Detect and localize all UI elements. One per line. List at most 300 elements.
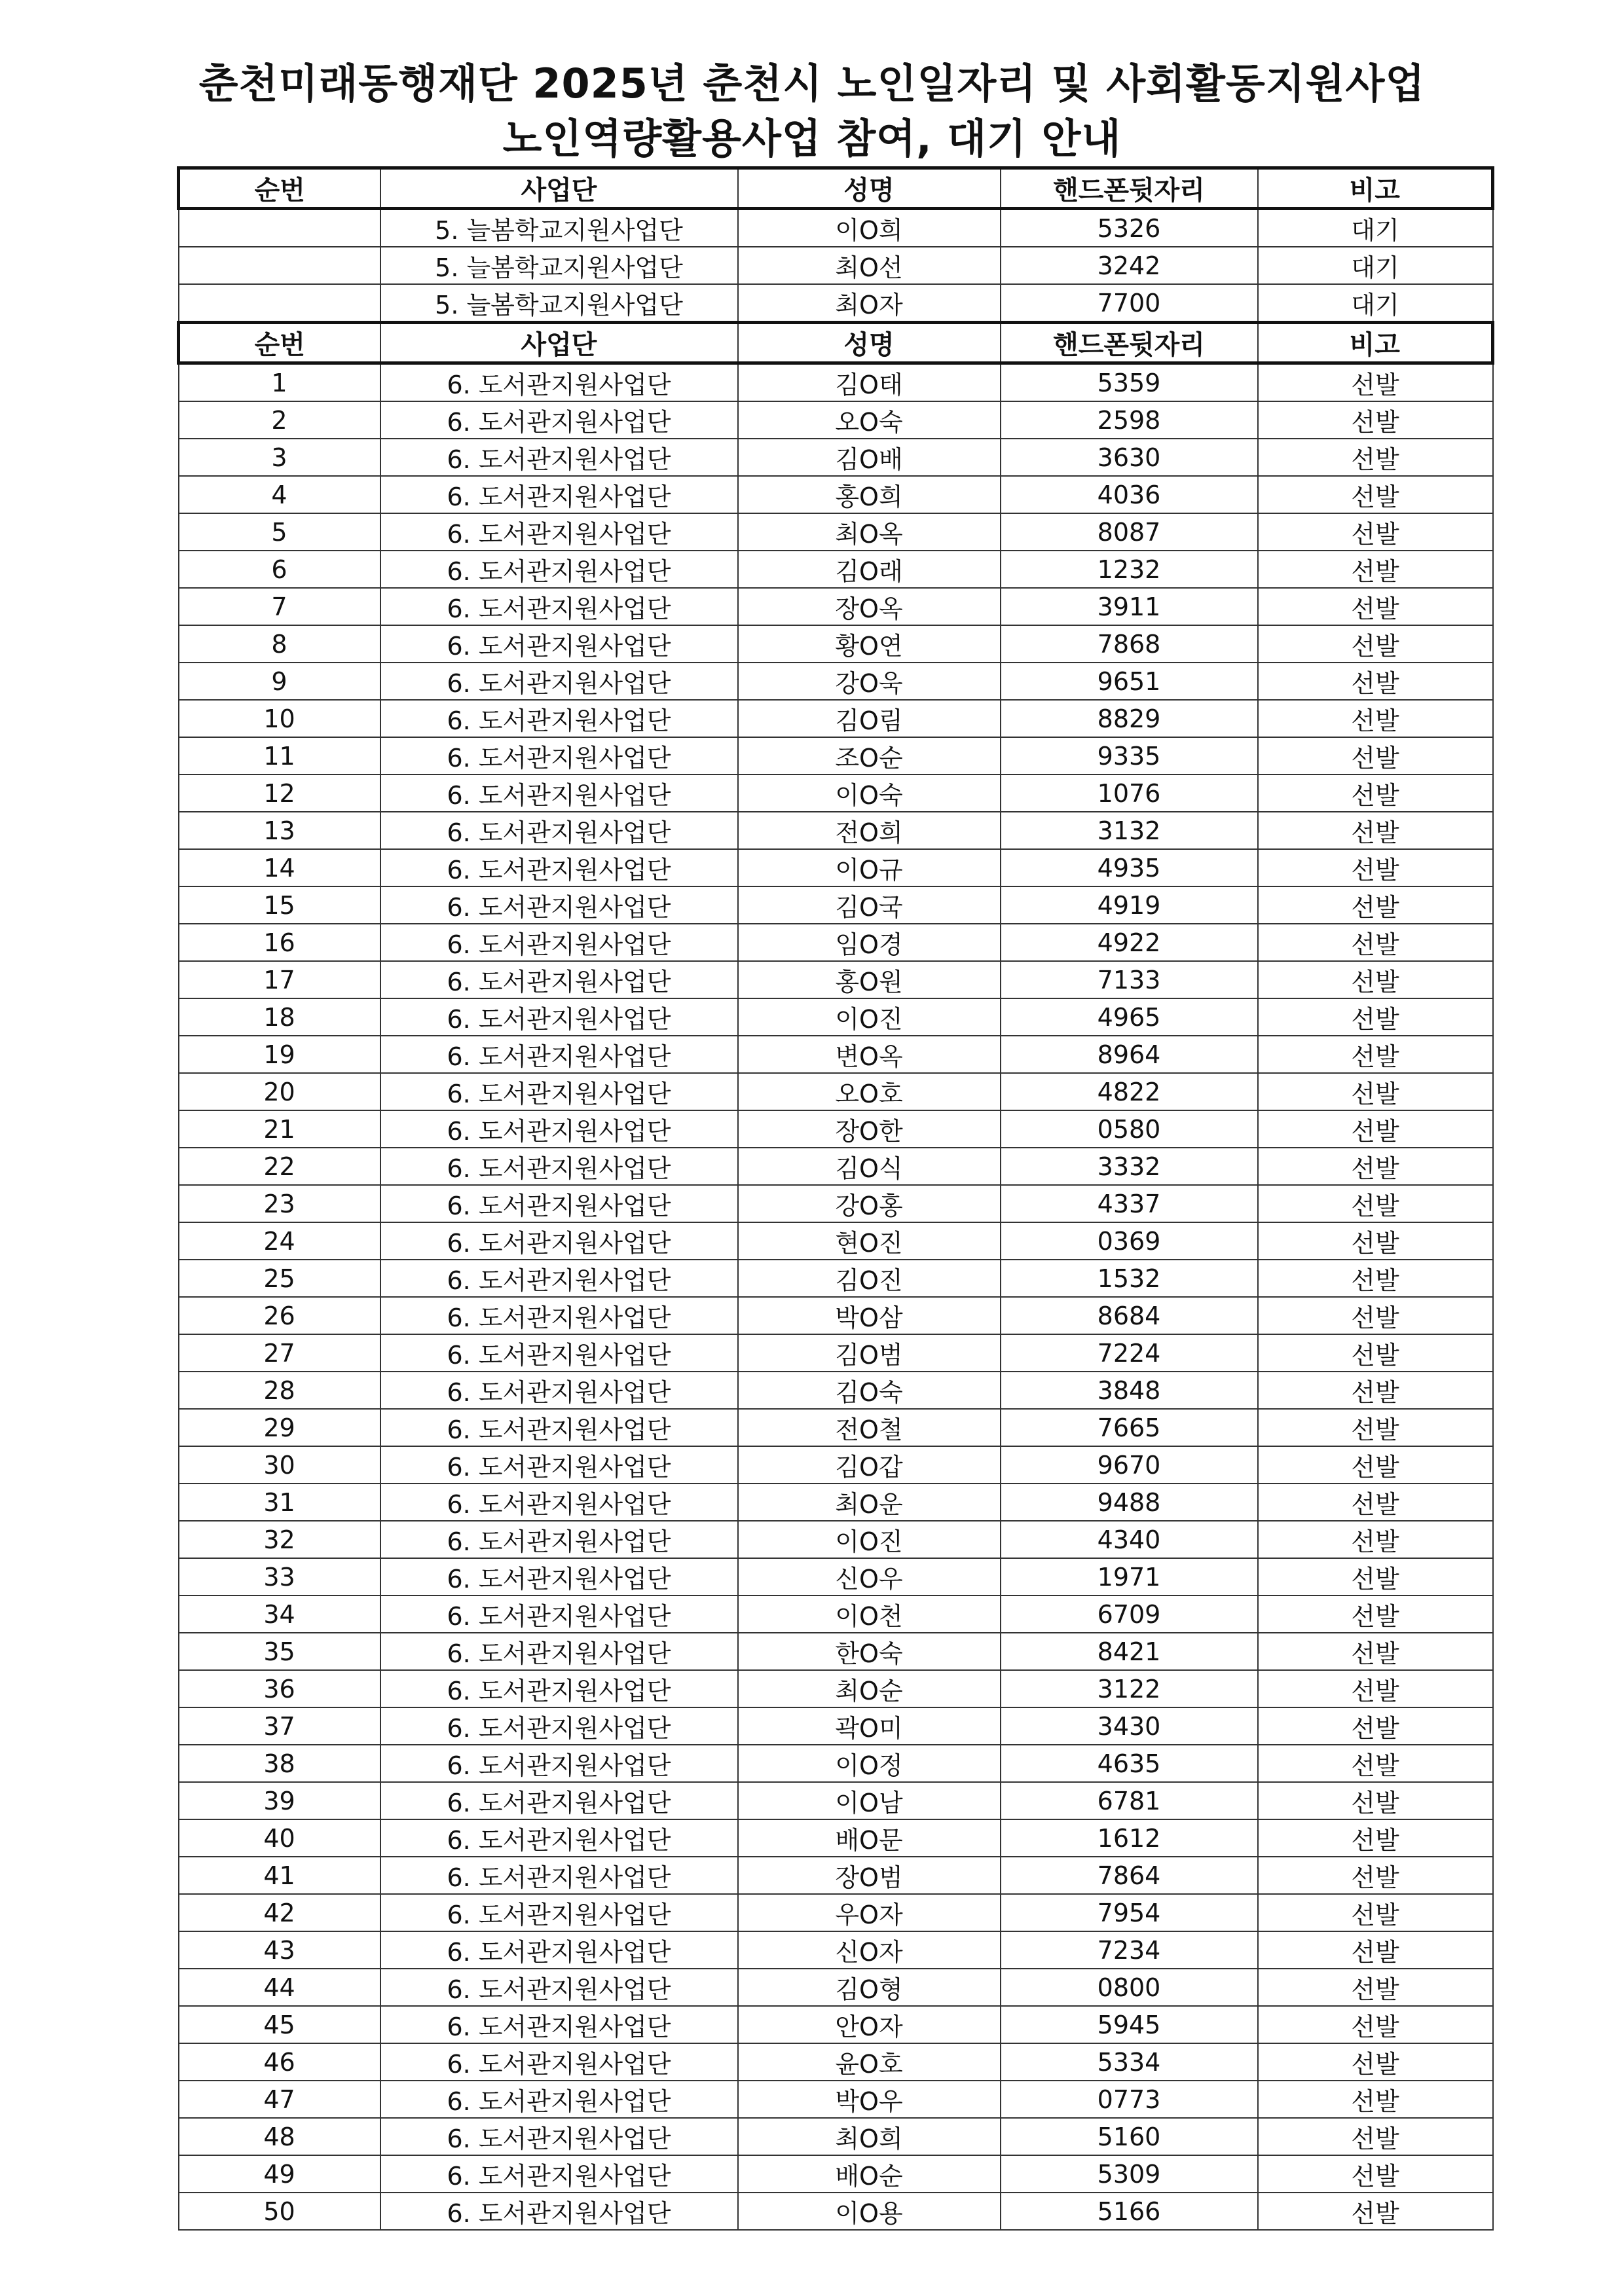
col-note-cell: 대기: [1258, 247, 1493, 284]
col-name-cell: 김O국: [738, 886, 1001, 924]
col-phone-cell: 3122: [1001, 1670, 1258, 1707]
col-name-cell: 한O숙: [738, 1633, 1001, 1670]
col-no-cell: 46: [179, 2043, 380, 2081]
col-phone-cell: 7864: [1001, 1857, 1258, 1894]
col-unit-cell: 6. 도서관지원사업단: [380, 1931, 738, 1969]
col-note-cell: 선발: [1258, 961, 1493, 998]
col-name-cell: 이O천: [738, 1595, 1001, 1633]
col-unit-cell: 6. 도서관지원사업단: [380, 1110, 738, 1148]
col-name-cell: 박O삼: [738, 1297, 1001, 1334]
col-unit-cell: 6. 도서관지원사업단: [380, 812, 738, 849]
col-name-cell: 배O순: [738, 2155, 1001, 2193]
col-no-cell: 7: [179, 588, 380, 625]
document-subtitle: 노인역량활용사업 참여, 대기 안내: [502, 115, 1122, 162]
col-no-cell: [179, 209, 380, 247]
col-no-cell: 5: [179, 513, 380, 551]
table-row: [179, 1819, 1493, 1857]
col-name-cell: 윤O호: [738, 2043, 1001, 2081]
col-no-cell: 20: [179, 1073, 380, 1110]
col-no-cell: 39: [179, 1782, 380, 1819]
col-phone-cell: 4965: [1001, 998, 1258, 1036]
col-name-cell: 이O숙: [738, 774, 1001, 812]
col-note-cell: 선발: [1258, 1297, 1493, 1334]
table-row: [179, 1707, 1493, 1745]
table-row: [179, 401, 1493, 439]
col-name-cell: 우O자: [738, 1894, 1001, 1931]
col-note-cell: 선발: [1258, 2193, 1493, 2230]
col-name-cell: 조O순: [738, 737, 1001, 774]
col-note-cell: 선발: [1258, 849, 1493, 886]
col-note-cell: 선발: [1258, 1521, 1493, 1558]
col-no-cell: 34: [179, 1595, 380, 1633]
col-no-cell: 37: [179, 1707, 380, 1745]
col-note-cell: 선발: [1258, 1558, 1493, 1595]
table-row: [179, 439, 1493, 476]
document-title: 춘천미래동행재단 2025년 춘천시 노인일자리 및 사회활동지원사업: [198, 60, 1426, 107]
col-name-cell: 배O문: [738, 1819, 1001, 1857]
col-note-cell: 선발: [1258, 1222, 1493, 1260]
col-note-cell: 선발: [1258, 1633, 1493, 1670]
col-phone-cell: 5334: [1001, 2043, 1258, 2081]
col-phone-cell: 8684: [1001, 1297, 1258, 1334]
table-row: [179, 1633, 1493, 1670]
table-row: [179, 961, 1493, 998]
header-col-note: 비고: [1258, 168, 1493, 209]
col-phone-cell: 7868: [1001, 625, 1258, 663]
col-name-cell: 곽O미: [738, 1707, 1001, 1745]
col-unit-cell: 6. 도서관지원사업단: [380, 1894, 738, 1931]
col-note-cell: 선발: [1258, 1857, 1493, 1894]
col-name-cell: 변O옥: [738, 1036, 1001, 1073]
col-name-cell: 신O자: [738, 1931, 1001, 1969]
col-name-cell: 김O갑: [738, 1446, 1001, 1484]
table-row: [179, 1521, 1493, 1558]
col-phone-cell: 4340: [1001, 1521, 1258, 1558]
col-unit-cell: 6. 도서관지원사업단: [380, 551, 738, 588]
col-no-cell: 13: [179, 812, 380, 849]
col-no-cell: 16: [179, 924, 380, 961]
col-note-cell: 선발: [1258, 812, 1493, 849]
col-name-cell: 강O홍: [738, 1185, 1001, 1222]
col-unit-cell: 6. 도서관지원사업단: [380, 663, 738, 700]
col-no-cell: 26: [179, 1297, 380, 1334]
col-unit-cell: 6. 도서관지원사업단: [380, 588, 738, 625]
col-no-cell: 24: [179, 1222, 380, 1260]
col-unit-cell: 6. 도서관지원사업단: [380, 1819, 738, 1857]
col-no-cell: 8: [179, 625, 380, 663]
col-phone-cell: 7954: [1001, 1894, 1258, 1931]
col-name-cell: 김O태: [738, 363, 1001, 402]
col-phone-cell: 1612: [1001, 1819, 1258, 1857]
col-name-cell: 안O자: [738, 2006, 1001, 2043]
col-phone-cell: 8964: [1001, 1036, 1258, 1073]
col-note-cell: 선발: [1258, 1148, 1493, 1185]
col-note-cell: 선발: [1258, 1670, 1493, 1707]
table-row: [179, 476, 1493, 513]
col-unit-cell: 6. 도서관지원사업단: [380, 1446, 738, 1484]
col-name-cell: 황O연: [738, 625, 1001, 663]
col-name-cell: 이O진: [738, 998, 1001, 1036]
col-no-cell: 44: [179, 1969, 380, 2006]
col-phone-cell: 1076: [1001, 774, 1258, 812]
col-note-cell: 선발: [1258, 2081, 1493, 2118]
col-note-cell: 선발: [1258, 1484, 1493, 1521]
col-name-cell: 이O진: [738, 1521, 1001, 1558]
col-no-cell: 31: [179, 1484, 380, 1521]
col-phone-cell: 4922: [1001, 924, 1258, 961]
col-unit-cell: 6. 도서관지원사업단: [380, 849, 738, 886]
col-name-cell: 임O경: [738, 924, 1001, 961]
col-unit-cell: 6. 도서관지원사업단: [380, 1521, 738, 1558]
col-note-cell: 선발: [1258, 1334, 1493, 1372]
table-row: [179, 1484, 1493, 1521]
col-note-cell: 선발: [1258, 2006, 1493, 2043]
col-name-cell: 최O자: [738, 284, 1001, 323]
col-name-cell: 장O옥: [738, 588, 1001, 625]
col-phone-cell: 3332: [1001, 1148, 1258, 1185]
col-unit-cell: 6. 도서관지원사업단: [380, 1558, 738, 1595]
table-row: [179, 1931, 1493, 1969]
col-unit-cell: 6. 도서관지원사업단: [380, 1372, 738, 1409]
table-row: [179, 1222, 1493, 1260]
table-row: [179, 700, 1493, 737]
col-name-cell: 홍O원: [738, 961, 1001, 998]
col-note-cell: 선발: [1258, 1894, 1493, 1931]
col-note-cell: 선발: [1258, 439, 1493, 476]
col-name-cell: 이O용: [738, 2193, 1001, 2230]
col-phone-cell: 4935: [1001, 849, 1258, 886]
header-col-unit: 사업단: [380, 323, 738, 363]
col-phone-cell: 5309: [1001, 2155, 1258, 2193]
col-unit-cell: 6. 도서관지원사업단: [380, 1857, 738, 1894]
col-no-cell: 9: [179, 663, 380, 700]
col-name-cell: 김O식: [738, 1148, 1001, 1185]
col-note-cell: 선발: [1258, 1260, 1493, 1297]
table-row: [179, 625, 1493, 663]
col-name-cell: 전O철: [738, 1409, 1001, 1446]
col-phone-cell: 9651: [1001, 663, 1258, 700]
col-phone-cell: 4635: [1001, 1745, 1258, 1782]
col-phone-cell: 0369: [1001, 1222, 1258, 1260]
col-unit-cell: 6. 도서관지원사업단: [380, 1707, 738, 1745]
col-phone-cell: 7224: [1001, 1334, 1258, 1372]
table-row: [179, 849, 1493, 886]
col-note-cell: 선발: [1258, 1745, 1493, 1782]
col-unit-cell: 6. 도서관지원사업단: [380, 1745, 738, 1782]
col-note-cell: 선발: [1258, 2043, 1493, 2081]
col-note-cell: 선발: [1258, 513, 1493, 551]
col-no-cell: 21: [179, 1110, 380, 1148]
col-note-cell: 선발: [1258, 1819, 1493, 1857]
col-no-cell: 10: [179, 700, 380, 737]
table-row: [179, 1782, 1493, 1819]
col-name-cell: 이O규: [738, 849, 1001, 886]
participants-table: [177, 166, 1494, 2231]
table-row: [179, 1446, 1493, 1484]
col-unit-cell: 6. 도서관지원사업단: [380, 1782, 738, 1819]
col-name-cell: 김O배: [738, 439, 1001, 476]
table-row: [179, 2118, 1493, 2155]
col-phone-cell: 5945: [1001, 2006, 1258, 2043]
table-row: [179, 998, 1493, 1036]
col-note-cell: 선발: [1258, 700, 1493, 737]
col-unit-cell: 6. 도서관지원사업단: [380, 1222, 738, 1260]
table-row: [179, 209, 1493, 247]
col-note-cell: 선발: [1258, 476, 1493, 513]
col-no-cell: 2: [179, 401, 380, 439]
header-col-note: 비고: [1258, 323, 1493, 363]
col-name-cell: 이O정: [738, 1745, 1001, 1782]
col-no-cell: 30: [179, 1446, 380, 1484]
col-phone-cell: 9488: [1001, 1484, 1258, 1521]
col-name-cell: 장O한: [738, 1110, 1001, 1148]
col-unit-cell: 6. 도서관지원사업단: [380, 1409, 738, 1446]
col-unit-cell: 6. 도서관지원사업단: [380, 998, 738, 1036]
col-no-cell: 50: [179, 2193, 380, 2230]
col-note-cell: 선발: [1258, 588, 1493, 625]
col-name-cell: 최O옥: [738, 513, 1001, 551]
col-note-cell: 선발: [1258, 551, 1493, 588]
col-phone-cell: 8829: [1001, 700, 1258, 737]
col-unit-cell: 6. 도서관지원사업단: [380, 1334, 738, 1372]
col-name-cell: 장O범: [738, 1857, 1001, 1894]
col-phone-cell: 6709: [1001, 1595, 1258, 1633]
col-no-cell: 35: [179, 1633, 380, 1670]
col-note-cell: 선발: [1258, 1707, 1493, 1745]
col-phone-cell: 7700: [1001, 284, 1258, 323]
table-row: [179, 1260, 1493, 1297]
col-unit-cell: 6. 도서관지원사업단: [380, 363, 738, 402]
col-unit-cell: 5. 늘봄학교지원사업단: [380, 247, 738, 284]
col-unit-cell: 6. 도서관지원사업단: [380, 2081, 738, 2118]
table-row: [179, 2193, 1493, 2230]
col-phone-cell: 1532: [1001, 1260, 1258, 1297]
col-note-cell: 선발: [1258, 1409, 1493, 1446]
col-unit-cell: 6. 도서관지원사업단: [380, 961, 738, 998]
col-note-cell: 선발: [1258, 924, 1493, 961]
col-phone-cell: 9335: [1001, 737, 1258, 774]
col-phone-cell: 4337: [1001, 1185, 1258, 1222]
col-unit-cell: 6. 도서관지원사업단: [380, 401, 738, 439]
col-note-cell: 선발: [1258, 2155, 1493, 2193]
col-no-cell: 27: [179, 1334, 380, 1372]
col-name-cell: 홍O희: [738, 476, 1001, 513]
col-unit-cell: 6. 도서관지원사업단: [380, 2043, 738, 2081]
col-no-cell: 23: [179, 1185, 380, 1222]
col-phone-cell: 3911: [1001, 588, 1258, 625]
header-col-name: 성명: [738, 168, 1001, 209]
col-no-cell: 29: [179, 1409, 380, 1446]
col-no-cell: 17: [179, 961, 380, 998]
col-unit-cell: 6. 도서관지원사업단: [380, 774, 738, 812]
table-row: [179, 1110, 1493, 1148]
header-col-no: 순번: [179, 168, 380, 209]
col-no-cell: 19: [179, 1036, 380, 1073]
col-no-cell: 1: [179, 363, 380, 402]
col-phone-cell: 5160: [1001, 2118, 1258, 2155]
table-row: [179, 1969, 1493, 2006]
col-no-cell: 28: [179, 1372, 380, 1409]
col-unit-cell: 6. 도서관지원사업단: [380, 1185, 738, 1222]
table-row: [179, 2155, 1493, 2193]
col-note-cell: 선발: [1258, 401, 1493, 439]
col-unit-cell: 5. 늘봄학교지원사업단: [380, 209, 738, 247]
col-name-cell: 김O범: [738, 1334, 1001, 1372]
col-unit-cell: 6. 도서관지원사업단: [380, 2193, 738, 2230]
table-row: [179, 1148, 1493, 1185]
col-name-cell: 김O림: [738, 700, 1001, 737]
col-note-cell: 선발: [1258, 774, 1493, 812]
col-unit-cell: 6. 도서관지원사업단: [380, 886, 738, 924]
table-row: [179, 1670, 1493, 1707]
col-phone-cell: 1232: [1001, 551, 1258, 588]
col-note-cell: 선발: [1258, 737, 1493, 774]
col-no-cell: 47: [179, 2081, 380, 2118]
col-unit-cell: 6. 도서관지원사업단: [380, 1260, 738, 1297]
table-row: [179, 363, 1493, 402]
table-row: [179, 1185, 1493, 1222]
col-note-cell: 선발: [1258, 1036, 1493, 1073]
col-unit-cell: 6. 도서관지원사업단: [380, 476, 738, 513]
col-phone-cell: 3848: [1001, 1372, 1258, 1409]
table-row: [179, 1894, 1493, 1931]
col-unit-cell: 6. 도서관지원사업단: [380, 1148, 738, 1185]
table-header-row: [179, 323, 1493, 363]
table-row: [179, 2081, 1493, 2118]
col-name-cell: 김O진: [738, 1260, 1001, 1297]
col-phone-cell: 1971: [1001, 1558, 1258, 1595]
col-name-cell: 최O희: [738, 2118, 1001, 2155]
header-col-phone: 핸드폰뒷자리: [1001, 323, 1258, 363]
col-name-cell: 오O숙: [738, 401, 1001, 439]
col-unit-cell: 6. 도서관지원사업단: [380, 1036, 738, 1073]
col-no-cell: 48: [179, 2118, 380, 2155]
col-note-cell: 선발: [1258, 1446, 1493, 1484]
col-note-cell: 선발: [1258, 1595, 1493, 1633]
col-phone-cell: 2598: [1001, 401, 1258, 439]
col-phone-cell: 7665: [1001, 1409, 1258, 1446]
table-row: [179, 1334, 1493, 1372]
col-note-cell: 선발: [1258, 2118, 1493, 2155]
col-no-cell: 45: [179, 2006, 380, 2043]
col-no-cell: 11: [179, 737, 380, 774]
col-note-cell: 선발: [1258, 1931, 1493, 1969]
col-phone-cell: 0800: [1001, 1969, 1258, 2006]
col-unit-cell: 6. 도서관지원사업단: [380, 700, 738, 737]
col-unit-cell: 6. 도서관지원사업단: [380, 1484, 738, 1521]
col-unit-cell: 6. 도서관지원사업단: [380, 1969, 738, 2006]
col-note-cell: 선발: [1258, 663, 1493, 700]
table-row: [179, 1036, 1493, 1073]
table-row: [179, 886, 1493, 924]
col-name-cell: 김O형: [738, 1969, 1001, 2006]
table-row: [179, 1745, 1493, 1782]
col-name-cell: 김O숙: [738, 1372, 1001, 1409]
col-name-cell: 김O래: [738, 551, 1001, 588]
col-phone-cell: 6781: [1001, 1782, 1258, 1819]
header-col-no: 순번: [179, 323, 380, 363]
col-unit-cell: 6. 도서관지원사업단: [380, 439, 738, 476]
col-name-cell: 이O남: [738, 1782, 1001, 1819]
col-phone-cell: 9670: [1001, 1446, 1258, 1484]
col-phone-cell: 7234: [1001, 1931, 1258, 1969]
col-no-cell: 33: [179, 1558, 380, 1595]
col-phone-cell: 3630: [1001, 439, 1258, 476]
col-no-cell: 14: [179, 849, 380, 886]
table-row: [179, 774, 1493, 812]
col-no-cell: 6: [179, 551, 380, 588]
col-phone-cell: 5326: [1001, 209, 1258, 247]
table-row: [179, 663, 1493, 700]
col-name-cell: 신O우: [738, 1558, 1001, 1595]
col-unit-cell: 6. 도서관지원사업단: [380, 1670, 738, 1707]
header-col-name: 성명: [738, 323, 1001, 363]
col-name-cell: 최O선: [738, 247, 1001, 284]
col-no-cell: 36: [179, 1670, 380, 1707]
col-unit-cell: 6. 도서관지원사업단: [380, 1297, 738, 1334]
col-no-cell: 12: [179, 774, 380, 812]
col-unit-cell: 6. 도서관지원사업단: [380, 625, 738, 663]
col-phone-cell: 4919: [1001, 886, 1258, 924]
col-no-cell: 22: [179, 1148, 380, 1185]
table-row: [179, 588, 1493, 625]
col-name-cell: 강O욱: [738, 663, 1001, 700]
col-no-cell: 49: [179, 2155, 380, 2193]
col-phone-cell: 8087: [1001, 513, 1258, 551]
table-row: [179, 284, 1493, 323]
col-phone-cell: 3242: [1001, 247, 1258, 284]
col-no-cell: 42: [179, 1894, 380, 1931]
col-phone-cell: 5359: [1001, 363, 1258, 402]
col-no-cell: [179, 284, 380, 323]
col-phone-cell: 8421: [1001, 1633, 1258, 1670]
col-name-cell: 최O운: [738, 1484, 1001, 1521]
col-no-cell: 25: [179, 1260, 380, 1297]
table-row: [179, 247, 1493, 284]
table-row: [179, 513, 1493, 551]
col-name-cell: 이O희: [738, 209, 1001, 247]
table-row: [179, 2043, 1493, 2081]
col-unit-cell: 6. 도서관지원사업단: [380, 2006, 738, 2043]
table-row: [179, 551, 1493, 588]
table-row: [179, 1857, 1493, 1894]
col-phone-cell: 7133: [1001, 961, 1258, 998]
header-col-unit: 사업단: [380, 168, 738, 209]
col-note-cell: 선발: [1258, 886, 1493, 924]
col-phone-cell: 4036: [1001, 476, 1258, 513]
table-row: [179, 737, 1493, 774]
table-row: [179, 1297, 1493, 1334]
table-row: [179, 1595, 1493, 1633]
col-note-cell: 선발: [1258, 363, 1493, 402]
col-unit-cell: 6. 도서관지원사업단: [380, 737, 738, 774]
col-unit-cell: 6. 도서관지원사업단: [380, 1595, 738, 1633]
table-row: [179, 1558, 1493, 1595]
col-name-cell: 최O순: [738, 1670, 1001, 1707]
col-note-cell: 대기: [1258, 284, 1493, 323]
header-col-phone: 핸드폰뒷자리: [1001, 168, 1258, 209]
col-no-cell: 4: [179, 476, 380, 513]
col-unit-cell: 6. 도서관지원사업단: [380, 2118, 738, 2155]
table-header-row: [179, 168, 1493, 209]
table-row: [179, 1372, 1493, 1409]
col-unit-cell: 6. 도서관지원사업단: [380, 924, 738, 961]
col-no-cell: 40: [179, 1819, 380, 1857]
col-no-cell: 38: [179, 1745, 380, 1782]
col-no-cell: 15: [179, 886, 380, 924]
col-note-cell: 선발: [1258, 625, 1493, 663]
col-phone-cell: 0773: [1001, 2081, 1258, 2118]
